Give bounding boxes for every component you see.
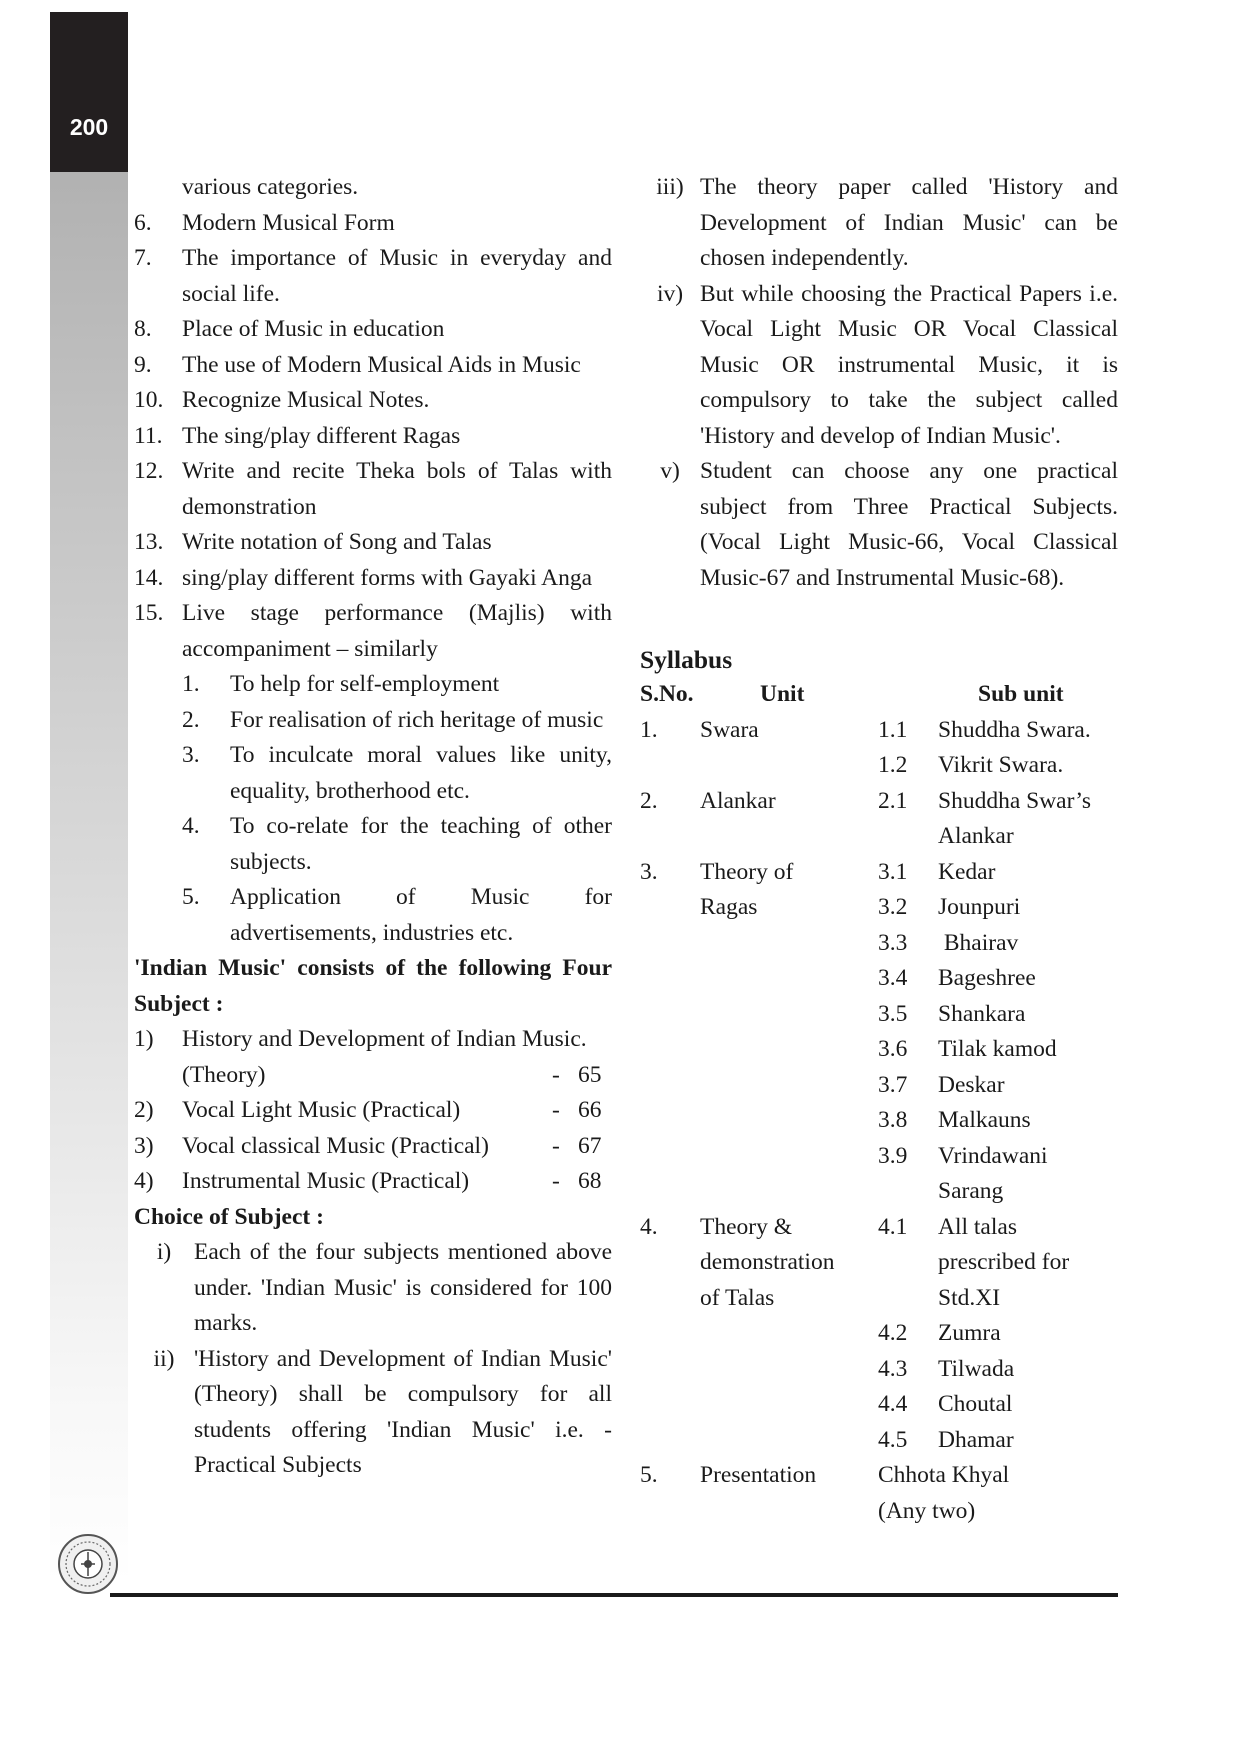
- syllabus-unit-row: 3. Theory of Ragas 3.1 Kedar 3.2 Jounpuri 3.3 Bhairav 3.4 Bageshree 3.5 Shankara 3.6 Tilak kamod 3.7 Deskar 3.8 Malkauns 3.9 Vrindawani Sarang: [640, 858, 1057, 1204]
- sub-list-item: 4. To co-relate for the teaching of other subjects.: [182, 813, 612, 875]
- syllabus-header-row: S.No. Unit Sub unit: [640, 681, 1064, 707]
- side-gradient-strip: [50, 12, 128, 1582]
- left-column: [134, 170, 612, 1484]
- subjects-heading: 'Indian Music' consists of the following Four Subject :: [134, 955, 612, 1017]
- choice-item: ii) 'History and Development of Indian Music' (Theory) shall be compulsory for all students offering 'Indian Music' i.e. - Practical Subjects: [153, 1345, 612, 1478]
- list-item: 6. Modern Musical Form: [134, 209, 395, 236]
- list-item: 10. Recognize Musical Notes.: [134, 387, 430, 413]
- footer-rule: [110, 1593, 1118, 1597]
- choice-item: i) Each of the four subjects mentioned above under. 'Indian Music' is considered for 100 marks.: [156, 1239, 612, 1336]
- list-item: 11. The sing/play different Ragas: [134, 422, 461, 449]
- list-item: 14. sing/play different forms with Gayaki Anga: [134, 564, 593, 591]
- list-item: 9. The use of Modern Musical Aids in Music: [134, 351, 581, 378]
- syllabus-unit-row: 1. Swara 1.1 Shuddha Swara. 1.2 Vikrit Swara.: [640, 716, 1091, 778]
- sub-list-item: 1. To help for self-employment: [182, 671, 500, 697]
- list-item: 13. Write notation of Song and Talas: [134, 529, 492, 555]
- choice-item: v) Student can choose any one practical subject from Three Practical Subjects. (Vocal Light Music-66, Vocal Classical Music-67 and Instrumental Music-68).: [660, 458, 1118, 591]
- list-item: 15. Live stage performance (Majlis) with accompaniment – similarly: [134, 600, 612, 662]
- syllabus-unit-row: 4. Theory & demonstration of Talas 4.1 All talas prescribed for Std.XI 4.2 Zumra 4.3 Tilwada 4.4 Choutal 4.5 Dhamar: [640, 1213, 1070, 1453]
- choice-heading: Choice of Subject :: [134, 1203, 324, 1230]
- board-emblem-icon: [57, 1533, 119, 1595]
- subject-row: 4) Instrumental Music (Practical) - 68: [134, 1168, 602, 1194]
- syllabus-unit-row: 2. Alankar 2.1 Shuddha Swar’s Alankar: [640, 787, 1091, 849]
- choice-item: iv) But while choosing the Practical Papers i.e. Vocal Light Music OR Vocal Classical Music OR instrumental Music, it is compulsory to take the subject called 'History and develop of Indian Music'.: [656, 280, 1118, 449]
- sub-list-item: 5. Application of Music for advertisements, industries etc.: [182, 884, 612, 946]
- sub-list: [134, 667, 612, 951]
- syllabus-title: Syllabus: [640, 644, 733, 674]
- choice-item: iii) The theory paper called 'History and Development of Indian Music' can be chosen independently.: [656, 174, 1118, 271]
- list-item: 12. Write and recite Theka bols of Talas with demonstration: [134, 458, 612, 520]
- right-column: [640, 170, 1118, 1529]
- subject-row: 1) History and Development of Indian Music. (Theory) - 65: [134, 1026, 602, 1088]
- sub-list-item: 2. For realisation of rich heritage of music: [182, 706, 604, 733]
- syllabus-unit-row: 5. Presentation Chhota Khyal (Any two): [640, 1462, 1010, 1524]
- list-item: 7. The importance of Music in everyday and social life.: [134, 245, 612, 307]
- page-number: 200: [69, 114, 109, 140]
- list-continuation: various categories.: [182, 174, 359, 200]
- page-number-tab: [50, 12, 128, 172]
- list-item: 8. Place of Music in education: [134, 316, 445, 342]
- subject-row: 3) Vocal classical Music (Practical) - 67: [134, 1132, 602, 1159]
- subject-row: 2) Vocal Light Music (Practical) - 66: [134, 1097, 602, 1123]
- sub-list-item: 3. To inculcate moral values like unity, equality, brotherhood etc.: [182, 742, 612, 804]
